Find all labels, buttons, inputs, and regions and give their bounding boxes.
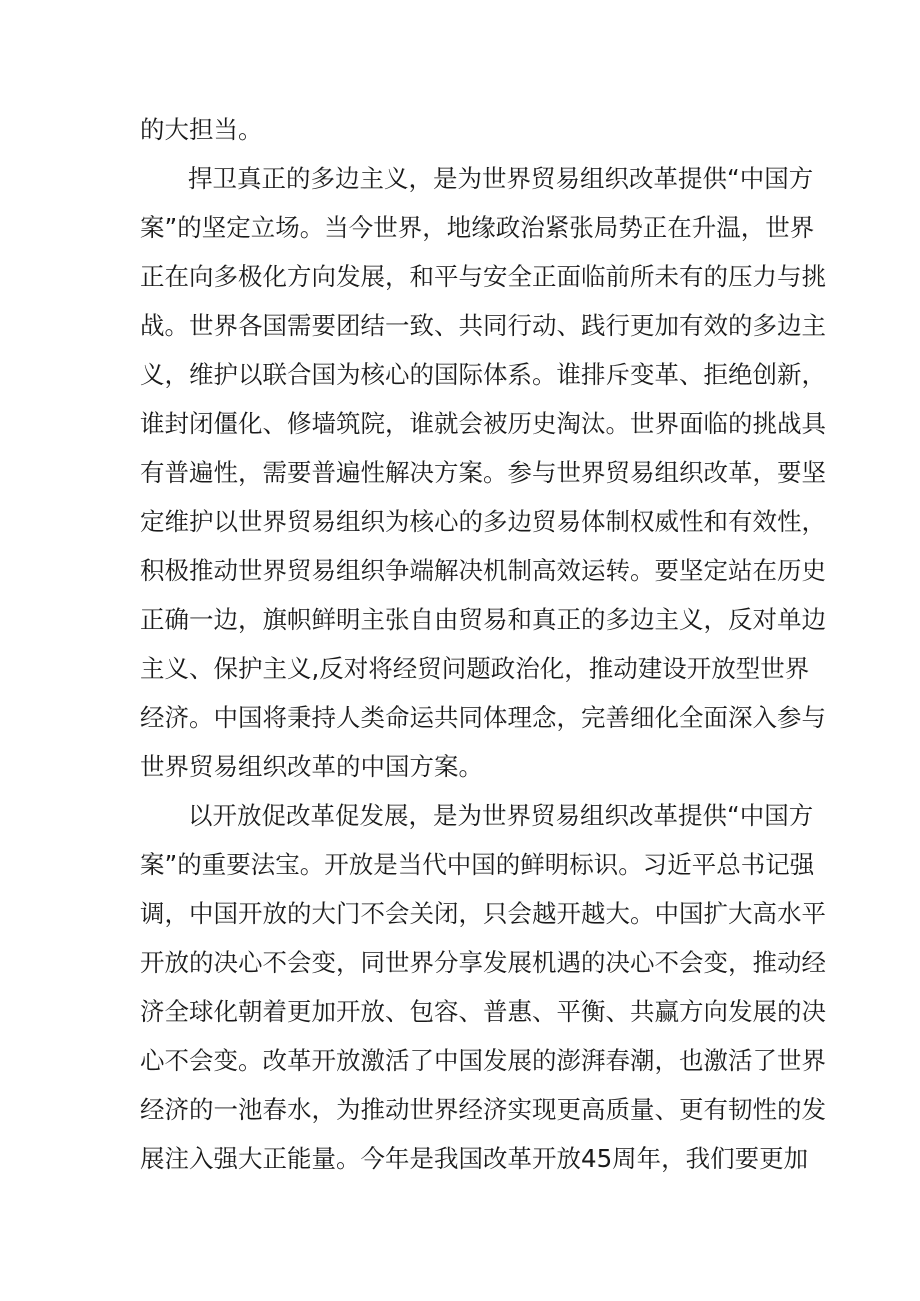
text-line: 经济。中国将秉持人类命运共同体理念，完善细化全面深入参与 xyxy=(140,703,826,732)
text-line: 案”的坚定立场。当今世界，地缘政治紧张局势正在升温，世界 xyxy=(140,213,815,242)
text-line: 正确一边，旗帜鲜明主张自由贸易和真正的多边主义，反对单边 xyxy=(140,605,826,634)
text-line: 展注入强大正能量。今年是我国改革开放45周年，我们要更加 xyxy=(140,1144,809,1173)
paragraph-first-line: 以开放促改革促发展，是为世界贸易组织改革提供“中国方 xyxy=(188,801,814,830)
text-line: 开放的决心不会变，同世界分享发展机遇的决心不会变，推动经 xyxy=(140,948,826,977)
paragraph-first-line: 捍卫真正的多边主义，是为世界贸易组织改革提供“中国方 xyxy=(188,164,814,193)
text-line: 谁封闭僵化、修墙筑院，谁就会被历史淘汰。世界面临的挑战具 xyxy=(140,409,826,438)
text-line: 案”的重要法宝。开放是当代中国的鲜明标识。习近平总书记强 xyxy=(140,850,815,879)
text-line: 积极推动世界贸易组织争端解决机制高效运转。要坚定站在历史 xyxy=(140,556,826,585)
text-line: 的大担当。 xyxy=(140,115,263,144)
text-line: 调，中国开放的大门不会关闭，只会越开越大。中国扩大高水平 xyxy=(140,899,826,928)
text-line: 有普遍性，需要普遍性解决方案。参与世界贸易组织改革，要坚 xyxy=(140,458,826,487)
text-line: 定维护以世界贸易组织为核心的多边贸易体制权威性和有效性， xyxy=(140,507,826,536)
text-line: 战。世界各国需要团结一致、共同行动、践行更加有效的多边主 xyxy=(140,311,826,340)
text-line: 主义、保护主义,反对将经贸问题政治化，推动建设开放型世界 xyxy=(140,654,810,683)
text-line: 世界贸易组织改革的中国方案。 xyxy=(140,752,483,781)
text-line: 济全球化朝着更加开放、包容、普惠、平衡、共赢方向发展的决 xyxy=(140,997,826,1026)
text-line: 义，维护以联合国为核心的国际体系。谁排斥变革、拒绝创新， xyxy=(140,360,826,389)
text-line: 正在向多极化方向发展，和平与安全正面临前所未有的压力与挑 xyxy=(140,262,826,291)
text-line: 心不会变。改革开放激活了中国发展的澎湃春潮，也激活了世界 xyxy=(140,1046,826,1075)
text-line: 经济的一池春水，为推动世界经济实现更高质量、更有韧性的发 xyxy=(140,1095,826,1124)
